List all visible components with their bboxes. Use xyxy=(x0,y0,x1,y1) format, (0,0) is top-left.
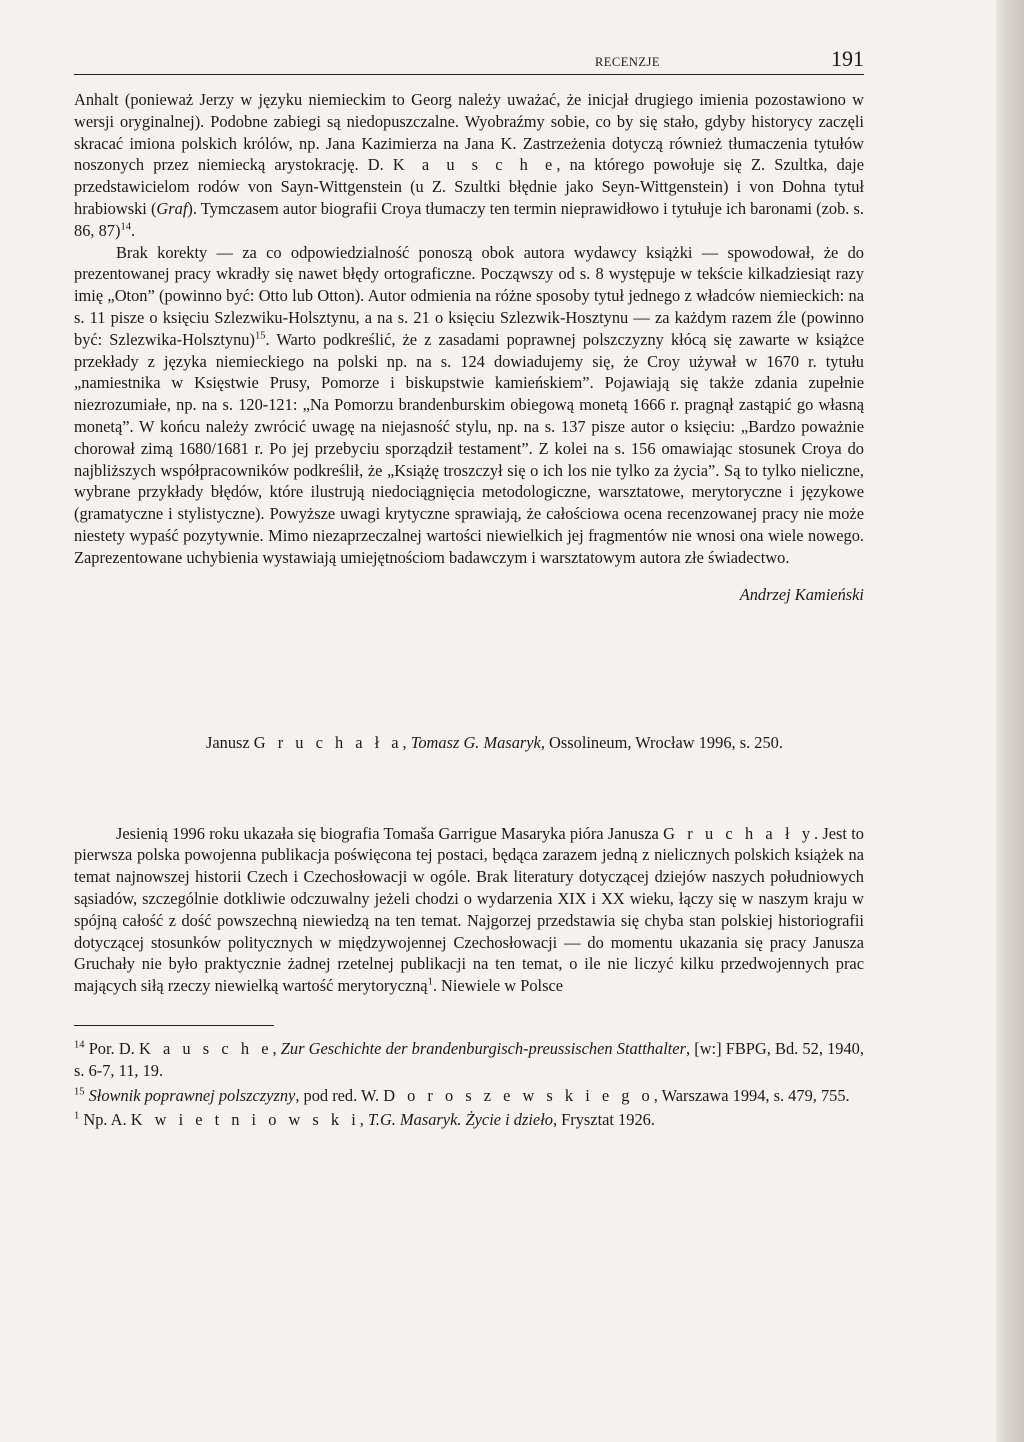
italic-term: Graf xyxy=(156,198,188,218)
footnote-14: $^{14}$ Por. D. K a u s c h e, Zur Geschichte der brandenburgisch-preussischen Statthalter, [w:] FBPG, Bd. 52, 1940, s. 6-7, 11, 19. xyxy=(74,1038,864,1080)
book-author-spaced: G r u c h a ł a xyxy=(253,732,403,752)
review-1-body xyxy=(74,89,864,569)
footnote-1: $^1$ Np. A. K w i e t n i o w s k i, T.G. Masaryk. Życie i dzieło, Frysztat 1926. xyxy=(74,1110,655,1130)
reviewer-signature: Andrzej Kamieński xyxy=(739,584,864,604)
page xyxy=(74,38,864,1134)
page-number: 191 xyxy=(830,46,864,71)
scan-edge xyxy=(996,0,1024,1442)
footnotes xyxy=(74,1038,864,1131)
paragraph-1: Anhalt (ponieważ Jerzy w języku niemieckim to Georg należy uważać, że inicjał drugiego imienia pozostawiono w wersji oryginalnej). Podobne zabiegi są niedopuszczalne. Wyobraźmy sobie, co by się stało, gdyby historycy zaczęli skracać imiona polskich królów, np. Jana Kazimierza na Jana K. Zastrzeżenia dotyczą również tłumaczenia tytułów noszonych przez niemiecką arystokrację. D. K a u s c h e, na którego powołuje się Z. Szultka, daje przedstawicielom rodów von Sayn-Wittgenstein (u Z. Szultki błędnie jako Seyn-Wittgenstein) i von Dohna tytuł hrabiowski (Graf). Tymczasem autor biografii Croya tłumaczy ten termin nieprawidłowo i tytułuje ich baronami (zob. s. 86, 87)$^{14}$. xyxy=(74,90,864,240)
footnote-ref-14[interactable]: 14 xyxy=(120,221,131,233)
paragraph-3: Jesienią 1996 roku ukazała się biografia Tomaša Garrigue Masaryka pióra Janusza G r u c h a ł y. Jest to pierwsza polska powojenna publikacja poświęcona tej postaci, będąca zarazem jedną z nielicznych polskich książek na temat najnowszej historii Czech i Czechosłowacji w ogóle. Brak literatury dotyczącej dziejów naszych południowych sąsiadów, szczególnie dotkliwie odczuwalny jeżeli chodzi o wydarzenia XIX i XX wieku, łączy się w naszym kraju w spójną całość z dość powszechną niewiedzą na ten temat. Najgorzej przedstawia się chyba stan polskiej historiografii dotyczącej stosunków politycznych w międzywojennej Czechosłowacji — do momentu ukazania się pracy Janusza Gruchały nie było praktycznie żadnej rzetelnej publikacji na ten temat, o ile nie liczyć kilku przedwojennych prac mających siłą rzeczy niewielką wartość merytoryczną$^1$. Niewiele w Polsce xyxy=(74,823,864,996)
footnote-15: $^{15}$ Słownik poprawnej polszczyzny, pod red. W. D o r o s z e w s k i e g o, Warszawa 1994, s. 479, 755. xyxy=(74,1085,850,1105)
footnote-ref-1[interactable]: 1 xyxy=(427,976,433,988)
paragraph-2: Brak korekty — za co odpowiedzialność ponoszą obok autora wydawcy książki — spowodował, że do prezentowanej pracy wkradły się nawet błędy ortograficzne. Począwszy od s. 8 występuje w tekście kilkadziesiąt razy imię „Oton” (powinno być: Otto lub Otton). Autor odmienia na różne sposoby tytuł jednego z władców niemieckich: na s. 11 pisze o księciu Szlezwiku-Holsztynu, a na s. 21 o księciu Szlezwik-Hosztynu — za każdym razem źle (powinno być: Szlezwika-Holsztynu)$^{15}$. Warto podkreślić, że z zasadami poprawnej polszczyzny kłócą się zawarte w książce przekłady z języka niemieckiego na polski np. na s. 124 dowiadujemy się, że Croy używał w 1670 r. tytułu „namiestnika w Księstwie Prusy, Pomorze i biskupstwie kamieńskiem”. Pojawiają się także zdania zupełnie niezrozumiałe, np. na s. 120-121: „Na Pomorzu brandenburskim obiegową monetą 1666 r. pragnął zastąpić go własną monetą”. W końcu należy zwrócić uwagę na niejasność stylu, np. na s. 137 pisze autor o księciu: „Bardzo poważnie chorował zimą 1680/1681 r. Po jej przebyciu sporządził testament”. Z kolei na s. 156 omawiając stosunek Croya do najbliższych współpracowników podkreślił, że „Książę troszczył się o ich los nie tylko za życia”. Są to tylko nieliczne, wybrane przykłady błędów, które ilustrują niedociągnięcia metodologiczne, warsztatowe, merytoryczne i językowe (gramatyczne i stylistyczne). Powyższe uwagi krytyczne sprawiają, że całościowa ocena recenzowanej pracy nie może niestety wypaść pozytywnie. Mimo niezaprzeczalnej wartości niewielkich jej fragmentów nie wnosi ona wiele nowego. Zaprezentowane uchybienia wystawiają umiejętnościom badawczym i warsztatowym autora złe świadectwo. xyxy=(74,242,865,567)
footnote-ref-15[interactable]: 15 xyxy=(254,330,266,342)
book-title: Tomasz G. Masaryk xyxy=(410,732,541,752)
review-2-heading: Janusz G r u c h a ł a, Tomasz G. Masaryk, Ossolineum, Wrocław 1996, s. 250. xyxy=(206,732,783,752)
footnote-rule xyxy=(74,1025,274,1026)
review-2-body xyxy=(74,823,864,997)
page-header xyxy=(74,38,864,75)
author-name-spaced: G r u c h a ł y xyxy=(663,823,815,843)
running-head: RECENZJE xyxy=(594,55,661,69)
author-name-spaced: K a u s c h e xyxy=(392,155,557,175)
